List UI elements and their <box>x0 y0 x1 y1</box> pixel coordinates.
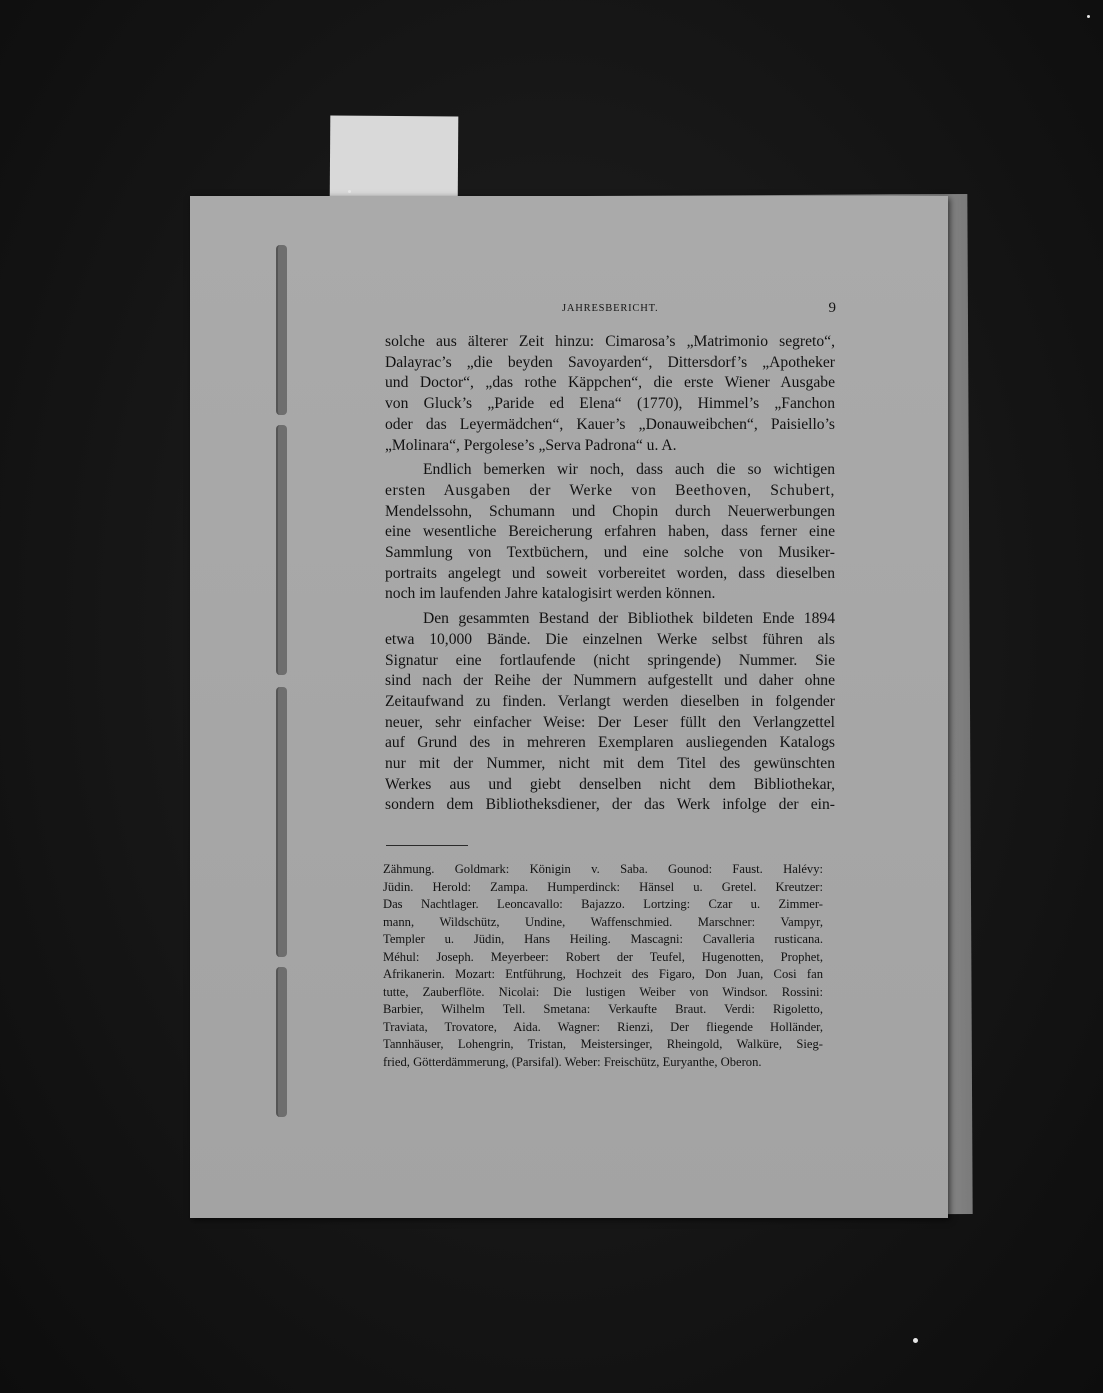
paragraph-3 <box>385 609 835 816</box>
footnote-line: Jüdin. Herold: Zampa. Humperdinck: Hänsel u. Gretel. Kreutzer: <box>383 879 823 894</box>
footnote-line: Templer u. Jüdin, Hans Heiling. Mascagni: Cavalleria rusticana. <box>383 932 823 946</box>
footnote-rule <box>386 845 468 846</box>
footnote-line: Tannhäuser, Lohengrin, Tristan, Meistersinger, Rheingold, Walküre, Sieg- <box>383 1037 823 1051</box>
page-header <box>386 300 836 320</box>
film-speck <box>913 1338 918 1343</box>
text-line: neuer, sehr einfacher Weise: Der Leser füllt den Verlangzettel <box>385 713 835 731</box>
text-line: etwa 10,000 Bände. Die einzelnen Werke selbst führen als <box>385 630 835 648</box>
text-line: Dalayrac’s „die beyden Savoyarden“, Dittersdorf’s „Apotheker <box>385 353 835 371</box>
footnote-line: Das Nachtlager. Leoncavallo: Bajazzo. Lortzing: Czar u. Zimmer- <box>383 897 823 911</box>
text-line: Endlich bemerken wir noch, dass auch die so wichtigen <box>423 461 835 479</box>
text-line: noch im laufenden Jahre katalogisirt werden können. <box>385 585 716 603</box>
text-line: Werkes aus und giebt denselben nicht dem Bibliothekar, <box>385 775 835 793</box>
footnote-line: Traviata, Trovatore, Aida. Wagner: Rienzi, Der fliegende Holländer, <box>383 1019 823 1034</box>
text-line: Signatur eine fortlaufende (nicht springende) Nummer. Sie <box>385 651 835 669</box>
text-line: portraits angelegt und soweit vorbereitet worden, dass dieselben <box>385 564 835 582</box>
text-line: „Molinara“, Pergolese’s „Serva Padrona“ u. A. <box>385 436 677 454</box>
page-number: 9 <box>828 300 836 316</box>
text-line: von Gluck’s „Paride ed Elena“ (1770), Himmel’s „Fanchon <box>385 395 835 413</box>
text-line: auf Grund des in mehreren Exemplaren ausliegenden Katalogs <box>385 734 835 752</box>
footnote-line: fried, Götterdämmerung, (Parsifal). Weber: Freischütz, Euryanthe, Oberon. <box>383 1054 762 1069</box>
film-speck <box>1087 15 1090 18</box>
paragraph-2 <box>385 460 835 605</box>
paragraph-1 <box>385 332 835 456</box>
text-line: ersten Ausgaben der Werke von Beethoven, Schubert, <box>385 481 835 499</box>
text-line: Sammlung von Textbüchern, und eine solche von Musiker- <box>385 544 835 562</box>
text-line: oder das Leyermädchen“, Kauer’s „Donauweibchen“, Paisiello’s <box>385 415 835 433</box>
binding-spine <box>272 245 292 1117</box>
footnote-line: tutte, Zauberflöte. Nicolai: Die lustigen Weiber von Windsor. Rossini: <box>383 984 823 999</box>
footnote-line: Zähmung. Goldmark: Königin v. Saba. Gounod: Faust. Halévy: <box>383 862 823 876</box>
footnote-line: Barbier, Wilhelm Tell. Smetana: Verkaufte Braut. Verdi: Rigoletto, <box>383 1002 823 1016</box>
text-line: sondern dem Bibliotheksdiener, der das Werk infolge der ein- <box>385 796 835 814</box>
text-line: und Doctor“, „das rothe Käppchen“, die erste Wiener Ausgabe <box>385 374 835 392</box>
text-line: sind nach der Reihe der Nummern aufgestellt und daher ohne <box>385 672 835 690</box>
text-line: solche aus älterer Zeit hinzu: Cimarosa’s „Matrimonio segreto“, <box>385 333 835 350</box>
footnote-line: mann, Wildschütz, Undine, Waffenschmied. Marschner: Vampyr, <box>383 914 823 929</box>
footnote-line: Méhul: Joseph. Meyerbeer: Robert der Teufel, Hugenotten, Prophet, <box>383 949 823 964</box>
footnote <box>383 861 823 1071</box>
text-line: Den gesammten Bestand der Bibliothek bildeten Ende 1894 <box>423 610 835 628</box>
body-text <box>385 332 835 816</box>
text-line: eine wesentliche Bereicherung erfahren haben, dass ferner eine <box>385 523 835 541</box>
text-line: Zeitaufwand zu finden. Verlangt werden dieselben in folgender <box>385 692 835 710</box>
footnote-line: Afrikanerin. Mozart: Entführung, Hochzeit des Figaro, Don Juan, Cosi fan <box>383 967 823 981</box>
running-head: JAHRESBERICHT. <box>562 303 659 314</box>
text-line: nur mit der Nummer, nicht mit dem Titel des gewünschten <box>385 755 835 773</box>
film-speck <box>348 190 351 193</box>
text-line: Mendelssohn, Schumann und Chopin durch Neuerwerbungen <box>385 502 835 520</box>
